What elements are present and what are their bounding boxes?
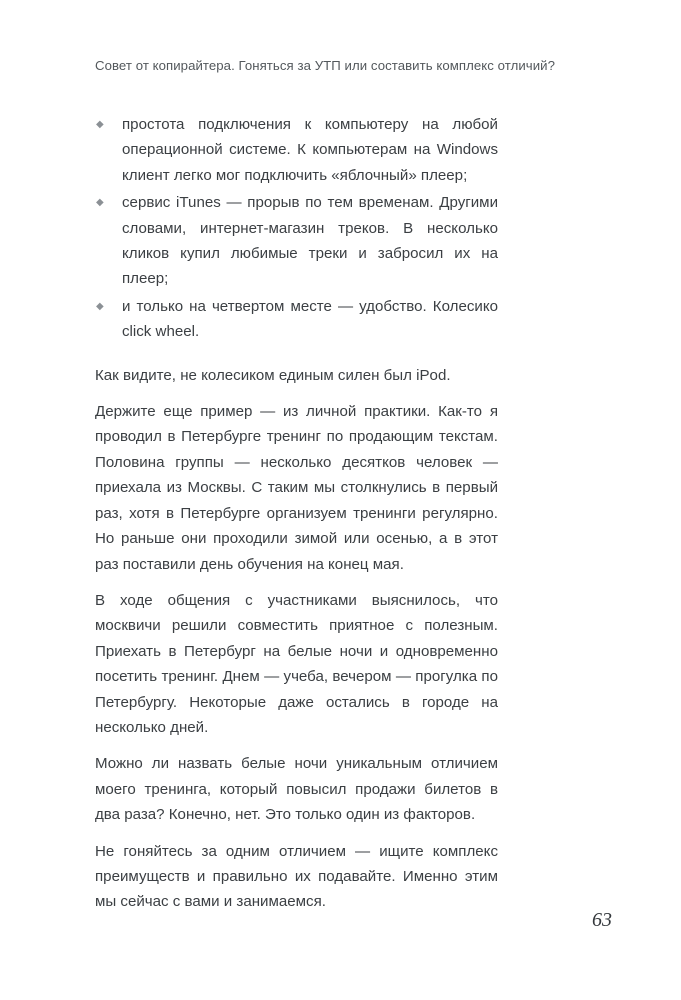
list-item: [95, 112, 498, 188]
spacer: [95, 345, 498, 363]
diamond-bullet-icon: ◆: [96, 197, 104, 209]
body-paragraph: Как видите, не колесиком единым силен был iPod.: [95, 366, 451, 384]
running-head: Совет от копирайтера. Гоняться за УТП или составить комплекс отличий?: [95, 58, 555, 73]
spacer: [95, 828, 498, 839]
body-paragraph: В ходе общения с участниками выяснилось, что москвичи решили совместить приятное с полезным. Приехать в Петербург на белые ночи и одновременно посетить тренинг. Днем — учеба, вечером — прогулка по Петербургу. Некоторые даже остались в городе на несколько дней.: [95, 591, 498, 736]
body-paragraph: Держите еще пример — из личной практики. Как-то я проводил в Петербурге тренинг по продающим текстам. Половина группы — несколько десятков человек — приехала из Москвы. С таким мы столкнулись в первый раз, хотя в Петербурге организуем тренинги регулярно. Но раньше они проходили зимой или осенью, а в этот раз поставили день обучения на конец мая.: [95, 403, 498, 573]
feature-bullet-list: [95, 112, 498, 345]
spacer: [95, 388, 498, 399]
list-item-text: простота подключения к компьютеру на любой операционной системе. К компьютерам на Windows клиент легко мог подключить «яблочный» плеер;: [122, 116, 498, 184]
body-paragraph: Можно ли назвать белые ночи уникальным отличием моего тренинга, который повысил продажи билетов в два раза? Конечно, нет. Это только один из факторов.: [95, 755, 498, 824]
text-column: [95, 112, 498, 915]
diamond-bullet-icon: ◆: [96, 119, 104, 130]
spacer: [95, 740, 498, 751]
list-item: [95, 190, 498, 292]
list-item-text: и только на четвертом месте — удобство. Колесико click wheel.: [122, 297, 498, 341]
body-paragraph: Не гоняйтесь за одним отличием — ищите комплекс преимуществ и правильно их подавайте. Именно этим мы сейчас с вами и занимаемся.: [95, 842, 498, 911]
page-number: 63: [592, 909, 612, 931]
list-item-text: сервис iTunes — прорыв по тем временам. Другими словами, интернет-магазин треков. В несколько кликов купил любимые треки и забросил их на плеер;: [122, 194, 498, 288]
spacer: [95, 577, 498, 588]
list-item: [95, 294, 498, 345]
diamond-bullet-icon: ◆: [96, 300, 104, 312]
